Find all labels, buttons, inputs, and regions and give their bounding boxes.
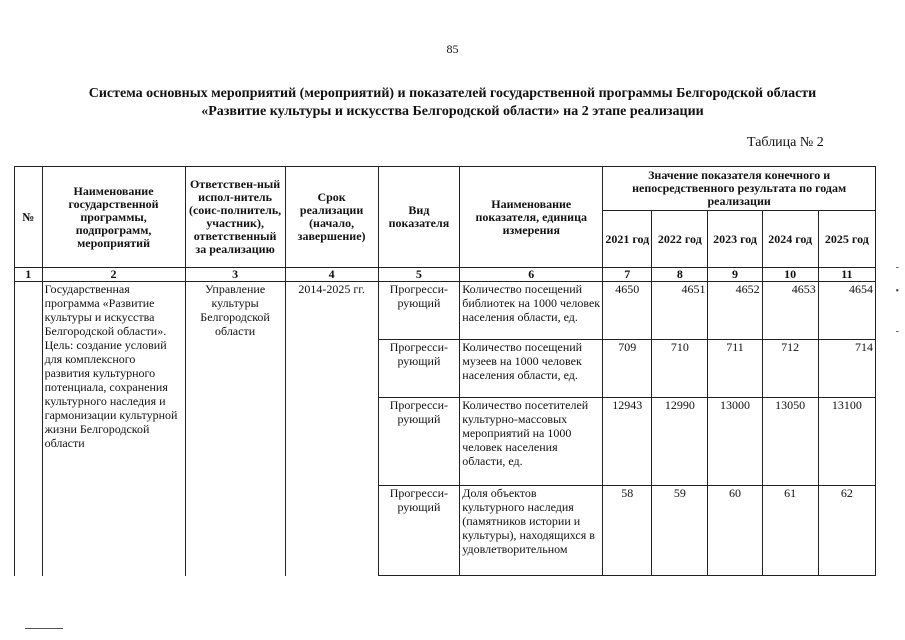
indicator-name-cell: Количество посетителей культурно-массовых мероприятий на 1000 человек населения области, ед.: [460, 398, 603, 486]
indicator-type-cell: Прогресси-рующий: [378, 398, 460, 486]
program-period-cell: 2014-2025 гг.: [285, 282, 378, 576]
value-2023-cell: 711: [708, 340, 762, 398]
header-period: Срок реализации (начало, завершение): [285, 167, 378, 268]
title-line-2: «Развитие культуры и искусства Белгородской области» на 2 этапе реализации: [201, 104, 704, 119]
margin-mark: -: [895, 262, 899, 273]
document-title: [20, 85, 885, 121]
indicator-name-cell: Количество посещений библиотек на 1000 человек населения области, ед.: [460, 282, 603, 340]
header-type: Вид показателя: [378, 167, 460, 268]
header-year-2024: 2024 год: [762, 211, 818, 268]
indicator-type-cell: Прогресси-рующий: [378, 340, 460, 398]
program-name-cell: Государственная программа «Развитие культуры и искусства Белгородской области». Цель: создание условий для комплексного развития культурного потенциала, сохранения культурного наследия и гармонизации культурной жизни Белгородской области: [42, 282, 185, 576]
column-number: 7: [603, 268, 652, 282]
value-2025-cell: 714: [818, 340, 875, 398]
value-2025-cell: 13100: [818, 398, 875, 486]
header-indicator: Наименование показателя, единица измерения: [460, 167, 603, 268]
value-2021-cell: 4650: [603, 282, 652, 340]
value-2021-cell: 709: [603, 340, 652, 398]
header-year-2025: 2025 год: [818, 211, 875, 268]
program-table: [14, 166, 876, 576]
column-number: 10: [762, 268, 818, 282]
table-row: [15, 282, 876, 340]
value-2022-cell: 710: [652, 340, 708, 398]
margin-mark: •: [895, 286, 899, 297]
value-2022-cell: 4651: [652, 282, 708, 340]
value-2021-cell: 58: [603, 486, 652, 576]
column-number: 3: [185, 268, 285, 282]
indicator-type-cell: Прогресси-рующий: [378, 486, 460, 576]
value-2023-cell: 60: [708, 486, 762, 576]
margin-mark: -: [895, 326, 899, 337]
header-year-2022: 2022 год: [652, 211, 708, 268]
header-name: Наименование государственной программы, подпрограмм, мероприятий: [42, 167, 185, 268]
value-2021-cell: 12943: [603, 398, 652, 486]
value-2024-cell: 712: [762, 340, 818, 398]
value-2025-cell: 62: [818, 486, 875, 576]
header-year-2021: 2021 год: [603, 211, 652, 268]
value-2022-cell: 12990: [652, 398, 708, 486]
column-number: 9: [708, 268, 762, 282]
column-number: 4: [285, 268, 378, 282]
value-2024-cell: 13050: [762, 398, 818, 486]
value-2023-cell: 13000: [708, 398, 762, 486]
indicator-name-cell: Доля объектов культурного наследия (памятников истории и культуры), находящихся в удовлетворительном: [460, 486, 603, 576]
indicator-type-cell: Прогресси-рующий: [378, 282, 460, 340]
header-num: №: [15, 167, 43, 268]
column-number: 11: [818, 268, 875, 282]
value-2025-cell: 4654: [818, 282, 875, 340]
value-2023-cell: 4652: [708, 282, 762, 340]
column-number: 5: [378, 268, 460, 282]
value-2022-cell: 59: [652, 486, 708, 576]
title-line-1: Система основных мероприятий (мероприятий) и показателей государственной программы Белгородской области: [88, 86, 817, 101]
indicator-name-cell: Количество посещений музеев на 1000 человек населения области, ед.: [460, 340, 603, 398]
table-label: Таблица № 2: [747, 135, 824, 150]
header-year-2023: 2023 год: [708, 211, 762, 268]
header-responsible: Ответствен-ный испол-нитель (соис-полнитель, участник), ответственный за реализацию: [185, 167, 285, 268]
row-number-cell: [15, 282, 43, 576]
value-2024-cell: 61: [762, 486, 818, 576]
footnote-rule: [25, 628, 63, 629]
header-values-group: Значение показателя конечного и непосредственного результата по годам реализации: [603, 167, 876, 211]
column-number: 2: [42, 268, 185, 282]
column-number: 8: [652, 268, 708, 282]
column-number: 1: [15, 268, 43, 282]
value-2024-cell: 4653: [762, 282, 818, 340]
program-responsible-cell: Управление культуры Белгородской области: [185, 282, 285, 576]
page-number: 85: [446, 42, 459, 56]
column-number: 6: [460, 268, 603, 282]
